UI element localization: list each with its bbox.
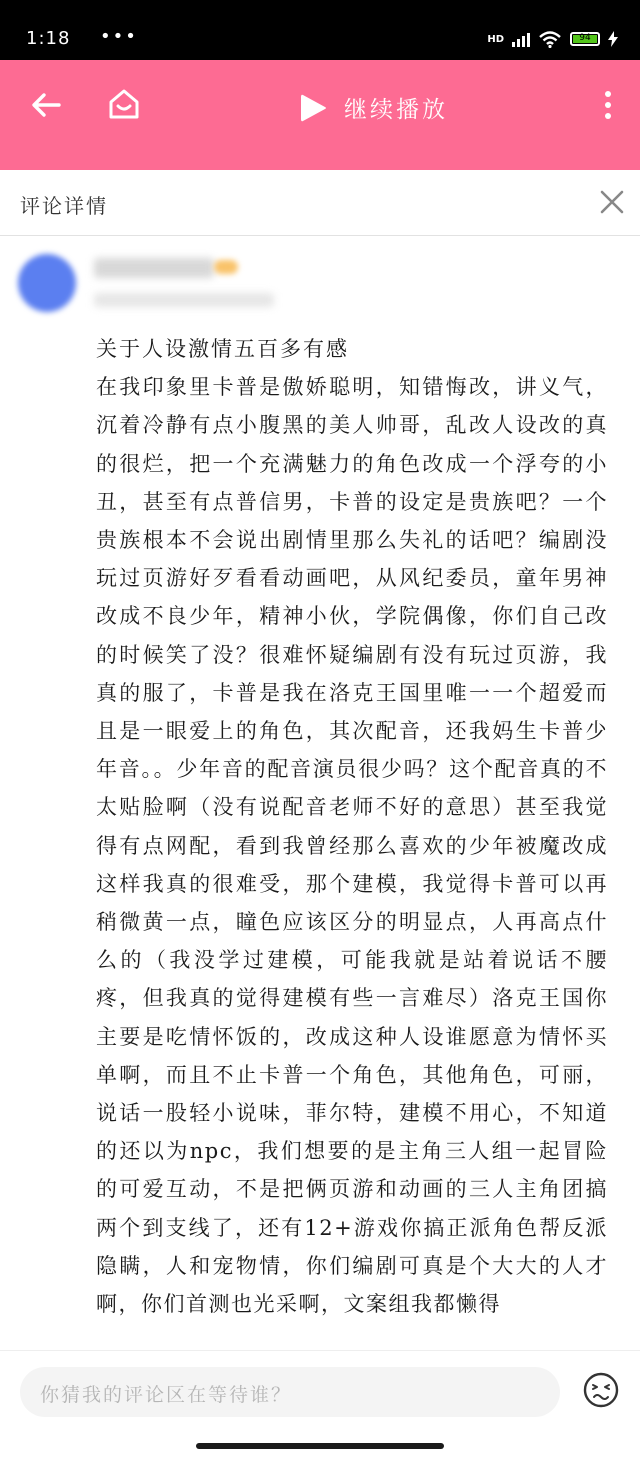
more-vertical-icon (604, 90, 612, 120)
wifi-icon (538, 30, 562, 48)
network-type: HD (487, 33, 504, 45)
status-bar (0, 0, 640, 60)
comment-detail-header (0, 170, 640, 236)
avatar[interactable] (18, 254, 76, 312)
comment-input[interactable] (20, 1367, 560, 1417)
comment-body: 在我印象里卡普是傲娇聪明，知错悔改，讲义气，沉着冷静有点小腹黑的美人帅哥，乱改人设改的真的很烂，把一个充满魅力的角色改成一个浮夸的小丑，甚至有点普信男，卡普的设定是贵族吧？一个贵族根本不会说出剧情里那么失礼的话吧？编剧没玩过页游好歹看看动画吧，从风纪委员，童年男神改成不良少年，精神小伙，学院偶像，你们自己改的时候笑了没？很难怀疑编剧有没有玩过页游，我真的服了，卡普是我在洛克王国里唯一一个超爱而且是一眼爱上的角色，其次配音，还我妈生卡普少年音。。少年音的配音演员很少吗？这个配音真的不太贴脸啊（没有说配音老师不好的意思）甚至我觉得有点网配，看到我曾经那么喜欢的少年被魔改成这样我真的很难受，那个建模，我觉得卡普可以再稍微黄一点，瞳色应该区分的明显点，人再高点什么的（我没学过建模，可能我就是站着说话不腰疼，但我真的觉得建模有些一言难尽）洛克王国你主要是吃情怀饭的，改成这种人设谁愿意为情怀买单啊，而且不止卡普一个角色，其他角色，可丽，说话一股轻小说味，菲尔特，建模不用心，不知道的还以为npc，我们想要的是主角三人组一起冒险的可爱互动，不是把俩页游和动画的三人主角团搞两个到支线了，还有12+游戏你搞正派角色帮反派隐瞒，人和宠物情，你们编剧可真是个大大的人才啊，你们首测也光采啊，文案组我都懒得 (96, 375, 608, 1317)
battery-level: 94 (579, 33, 591, 43)
signal-icon (512, 31, 530, 47)
emoji-icon[interactable] (582, 1371, 620, 1409)
comment-title: 关于人设激情五百多有感 (96, 337, 349, 361)
user-level-badge (214, 260, 238, 274)
comment-meta-blurred (94, 293, 274, 307)
play-icon (298, 92, 328, 124)
back-arrow-icon (31, 92, 61, 118)
battery-icon (570, 32, 600, 46)
continue-play-label: 继续播放 (344, 97, 448, 123)
page-title: 评论详情 (20, 194, 108, 218)
home-indicator (196, 1443, 444, 1449)
charging-icon (608, 31, 618, 47)
home-button[interactable] (100, 80, 148, 128)
back-button[interactable] (22, 81, 70, 129)
continue-play-button[interactable] (298, 91, 448, 124)
comment-input-placeholder: 你猜我的评论区在等待谁？ (40, 1384, 293, 1406)
status-time: 1:18 (26, 28, 71, 49)
app-bar (0, 60, 640, 170)
comment-content (96, 330, 608, 1348)
notification-dots: ••• (100, 26, 138, 47)
username-blurred[interactable] (94, 258, 214, 278)
close-icon[interactable] (594, 184, 630, 220)
more-button[interactable] (584, 81, 632, 129)
status-indicators (487, 30, 618, 48)
comment-input-bar (0, 1350, 640, 1459)
home-icon (107, 87, 141, 121)
